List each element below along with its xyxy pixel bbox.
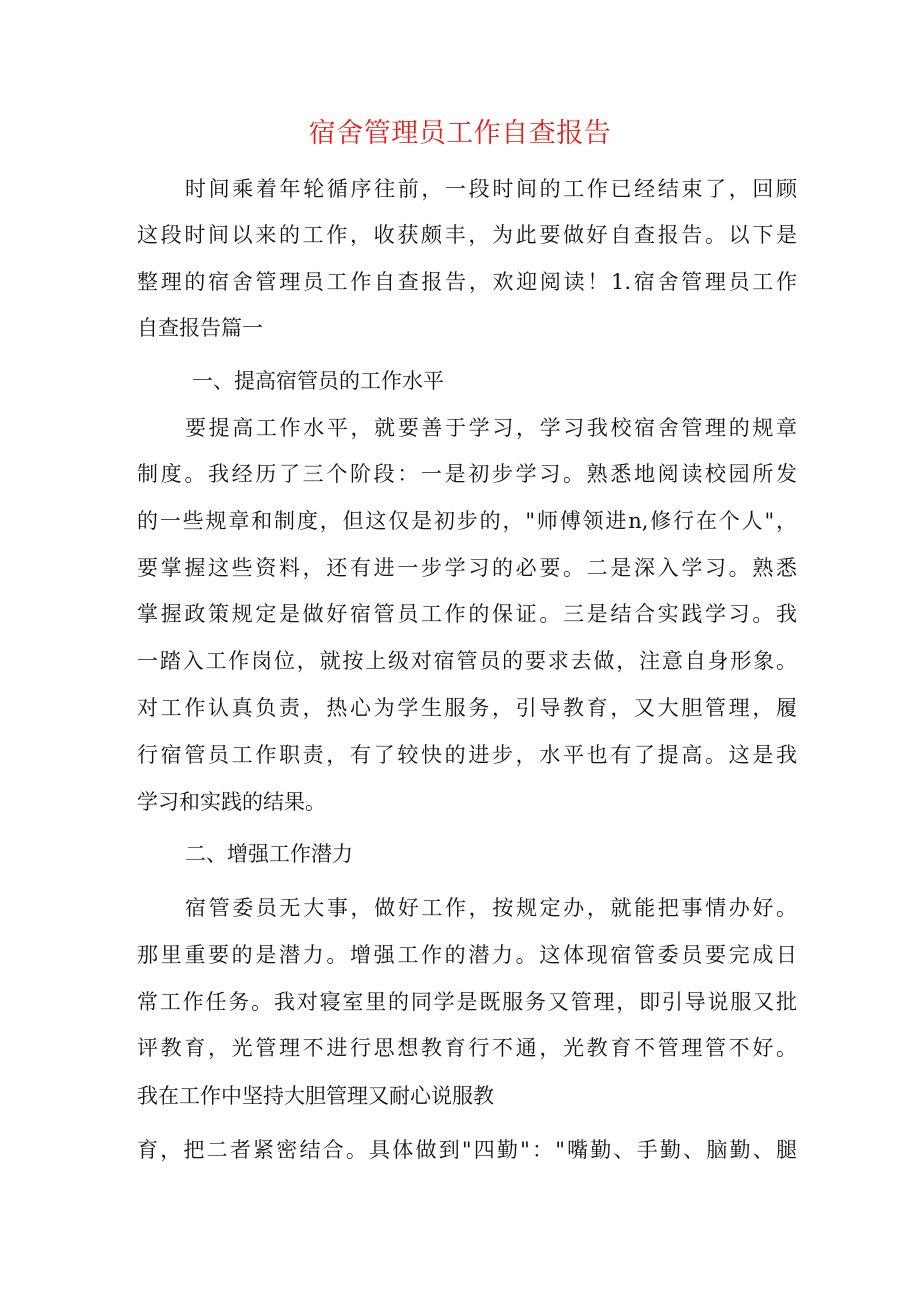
paragraph-line: 这段时间以来的工作，收获颇丰，为此要做好自查报告。以下是 — [137, 223, 797, 247]
paragraph-line: 行宿管员工作职责，有了较快的进步，水平也有了提高。这是我 — [137, 743, 797, 767]
paragraph-line: 育，把二者紧密结合。具体做到"四勤"："嘴勤、手勤、脑勤、腿 — [137, 1138, 797, 1162]
paragraph-line: 的一些规章和制度，但这仅是初步的，"师傅领进n,修行在个人"， — [137, 509, 797, 533]
paragraph-line: 整理的宿舍管理员工作自查报告，欢迎阅读！1.宿舍管理员工作 — [137, 270, 797, 294]
paragraph-line: 时间乘着年轮循序往前，一段时间的工作已经结束了，回顾 — [185, 177, 797, 201]
paragraph-line: 一踏入工作岗位，就按上级对宿管员的要求去做，注意自身形象。 — [137, 649, 797, 673]
paragraph-line: 那里重要的是潜力。增强工作的潜力。这体现宿管委员要完成日 — [137, 943, 797, 967]
paragraph-line: 要提高工作水平，就要善于学习，学习我校宿舍管理的规章 — [185, 416, 797, 440]
paragraph-line: 宿管委员无大事，做好工作，按规定办，就能把事情办好。 — [185, 896, 797, 920]
paragraph-line: 掌握政策规定是做好宿管员工作的保证。三是结合实践学习。我 — [137, 602, 797, 626]
paragraph-line: 学习和实践的结果。 — [137, 790, 326, 814]
paragraph-line: 自查报告篇一 — [137, 316, 263, 340]
section-heading: 一、提高宿管员的工作水平 — [192, 369, 444, 393]
paragraph-line: 制度。我经历了三个阶段：一是初步学习。熟悉地阅读校园所发 — [137, 462, 797, 486]
paragraph-line: 对工作认真负责，热心为学生服务，引导教育，又大胆管理，履 — [137, 696, 797, 720]
paragraph-line: 评教育，光管理不进行思想教育行不通，光教育不管理管不好。 — [137, 1036, 797, 1060]
section-heading: 二、增强工作潜力 — [185, 842, 353, 866]
paragraph-line: 常工作任务。我对寝室里的同学是既服务又管理，即引导说服又批 — [137, 990, 797, 1014]
paragraph-line: 我在工作中坚持大胆管理又耐心说服教 — [137, 1084, 494, 1108]
document-title: 宿舍管理员工作自查报告 — [308, 118, 612, 149]
paragraph-line: 要掌握这些资料，还有进一步学习的必要。二是深入学习。熟悉 — [137, 556, 797, 580]
